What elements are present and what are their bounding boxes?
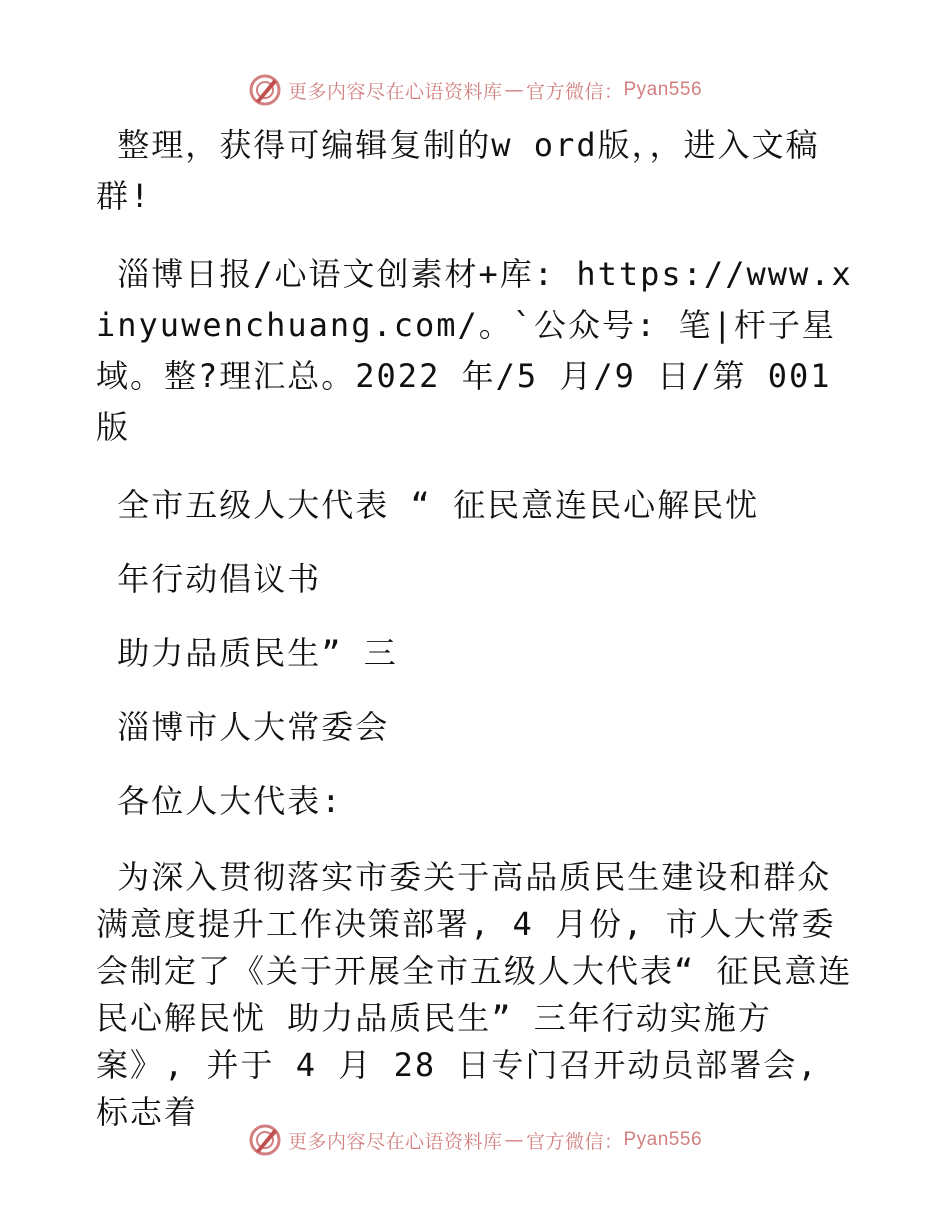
watermark-separator: — [504, 1129, 524, 1151]
issuer: 淄博市人大常委会 [96, 708, 390, 746]
salutation: 各位人大代表: [96, 782, 343, 820]
heading-line-1: 全市五级人大代表 “ 征民意连民心解民忧 [96, 486, 760, 524]
paragraph-intro: 整理，获得可编辑复制的w ord版，，进入文稿群! [96, 126, 820, 215]
watermark-text: 更多内容尽在心语资料库 [287, 80, 503, 103]
paragraph-body: 为深入贯彻落实市委关于高品质民生建设和群众满意度提升工作决策部署, 4 月份, 市人大常委会制定了《关于开展全市五级人大代表“ 征民意连民心解民忧 助力品质民生” 三年行动实施方案》, 并于 4 月 28 日专门召开动员部署会, 标志着 [96, 858, 853, 1131]
watermark-account: Pyan556 [623, 79, 703, 100]
heading-line-3: 助力品质民生” 三 [96, 634, 398, 672]
document-body [96, 120, 856, 1136]
watermark-official-label: 官方微信： [525, 1130, 624, 1153]
watermark-footer [0, 1120, 950, 1160]
watermark-text: 更多内容尽在心语资料库 [287, 1130, 503, 1153]
watermark-header [0, 70, 950, 110]
heading-line-2: 年行动倡议书 [96, 560, 322, 598]
pen-logo-icon [248, 73, 282, 107]
watermark-separator: — [504, 79, 524, 101]
watermark-account: Pyan556 [623, 1129, 703, 1150]
paragraph-source: 淄博日报/心语文创素材+库: https://www.xinyuwenchuang.com/。`公众号: 笔|杆子星域。整?理汇总。2022 年/5 月/9 日/第 001 版 [96, 255, 853, 446]
watermark-official-label: 官方微信： [525, 80, 624, 103]
pen-logo-icon [248, 1123, 282, 1157]
